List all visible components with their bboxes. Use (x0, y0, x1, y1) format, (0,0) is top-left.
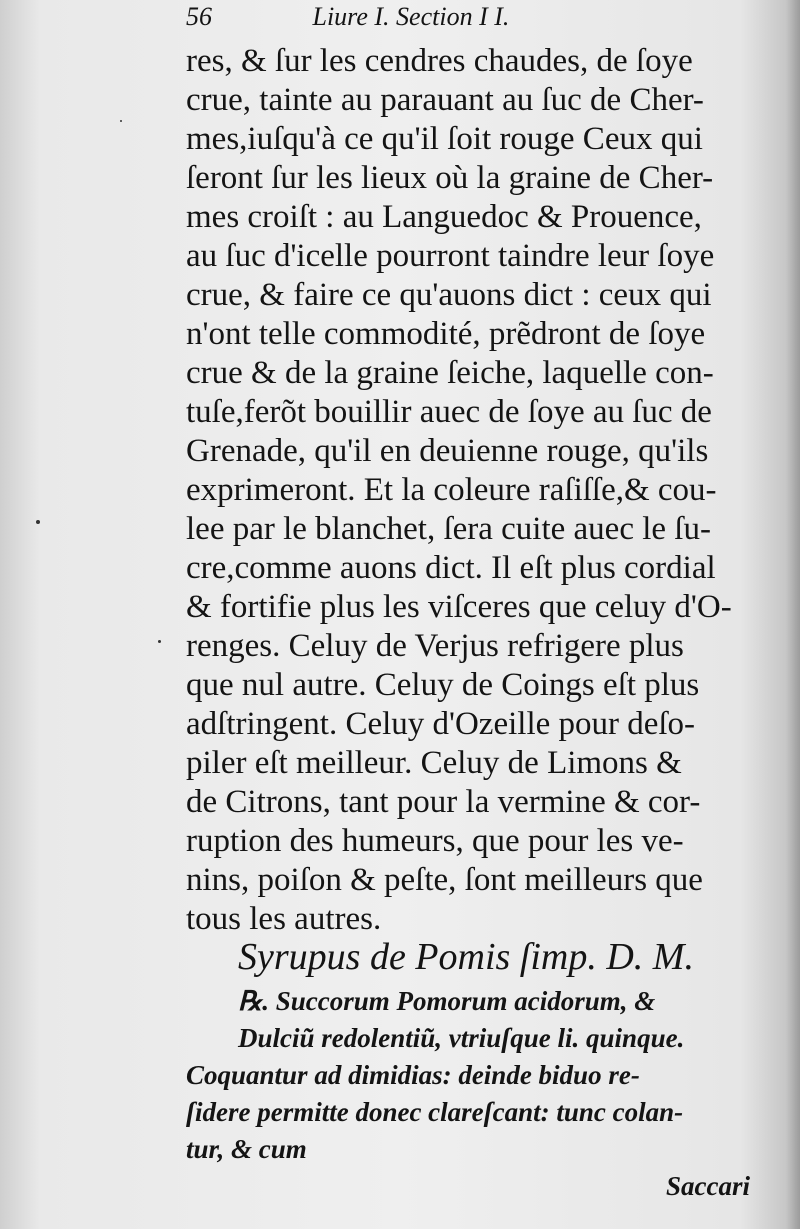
recipe-line: Dulciũ redolentiũ, vtriuſque li. quinque. (238, 1023, 685, 1053)
text-line: ruption des humeurs, que pour les ve- (186, 823, 684, 859)
text-line: & fortifie plus les viſceres que celuy d'O- (186, 589, 732, 625)
recipe-line: Coquantur ad dimidias: deinde biduo re- (186, 1060, 640, 1090)
recipe-line: ℞. Succorum Pomorum acidorum, & (238, 986, 656, 1016)
recipe-text (186, 983, 776, 1168)
text-line: cre,comme auons dict. Il eſt plus cordial (186, 550, 716, 586)
text-line: tuſe,ferõt bouillir auec de ſoye au ſuc de (186, 394, 712, 430)
text-line: nins, poiſon & peſte, ſont meilleurs que (186, 862, 703, 898)
body-paragraph (186, 42, 776, 939)
recipe-line: ſidere permitte donec clareſcant: tunc colan- (186, 1097, 684, 1127)
page-edge-shadow (786, 0, 800, 1229)
page-header (186, 0, 786, 34)
catchword: Saccari (666, 1171, 750, 1201)
text-line: lee par le blanchet, ſera cuite auec le ſu- (186, 511, 711, 547)
text-line: crue, tainte au parauant au ſuc de Cher- (186, 82, 704, 118)
text-line: renges. Celuy de Verjus refrigere plus (186, 628, 684, 664)
text-line: n'ont telle commodité, prẽdront de ſoye (186, 316, 706, 352)
text-line: piler eſt meilleur. Celuy de Limons & (186, 745, 682, 781)
text-line: tous les autres. (186, 901, 382, 937)
text-line: Grenade, qu'il en deuienne rouge, qu'ils (186, 433, 709, 469)
running-head: Liure I. Section I I. (312, 2, 510, 31)
text-line: crue & de la graine ſeiche, laquelle con- (186, 355, 714, 391)
text-line: exprimeront. Et la coleure raſiſſe,& cou- (186, 472, 717, 508)
text-line: mes,iuſqu'à ce qu'il ſoit rouge Ceux qui (186, 121, 703, 157)
text-line: ſeront ſur les lieux où la graine de Cher- (186, 160, 714, 196)
page-number: 56 (186, 2, 212, 31)
text-line: au ſuc d'icelle pourront taindre leur ſoye (186, 238, 715, 274)
text-line: adſtringent. Celuy d'Ozeille pour deſo- (186, 706, 696, 742)
recipe-title: Syrupus de Pomis ſimp. D. M. (238, 936, 694, 978)
text-line: de Citrons, tant pour la vermine & cor- (186, 784, 701, 820)
text-line: que nul autre. Celuy de Coings eſt plus (186, 667, 700, 703)
text-line: res, & ſur les cendres chaudes, de ſoye (186, 43, 693, 79)
text-line: mes croiſt : au Languedoc & Prouence, (186, 199, 702, 235)
recipe-line: tur, & cum (186, 1134, 307, 1164)
text-line: crue, & faire ce qu'auons dict : ceux qui (186, 277, 712, 313)
